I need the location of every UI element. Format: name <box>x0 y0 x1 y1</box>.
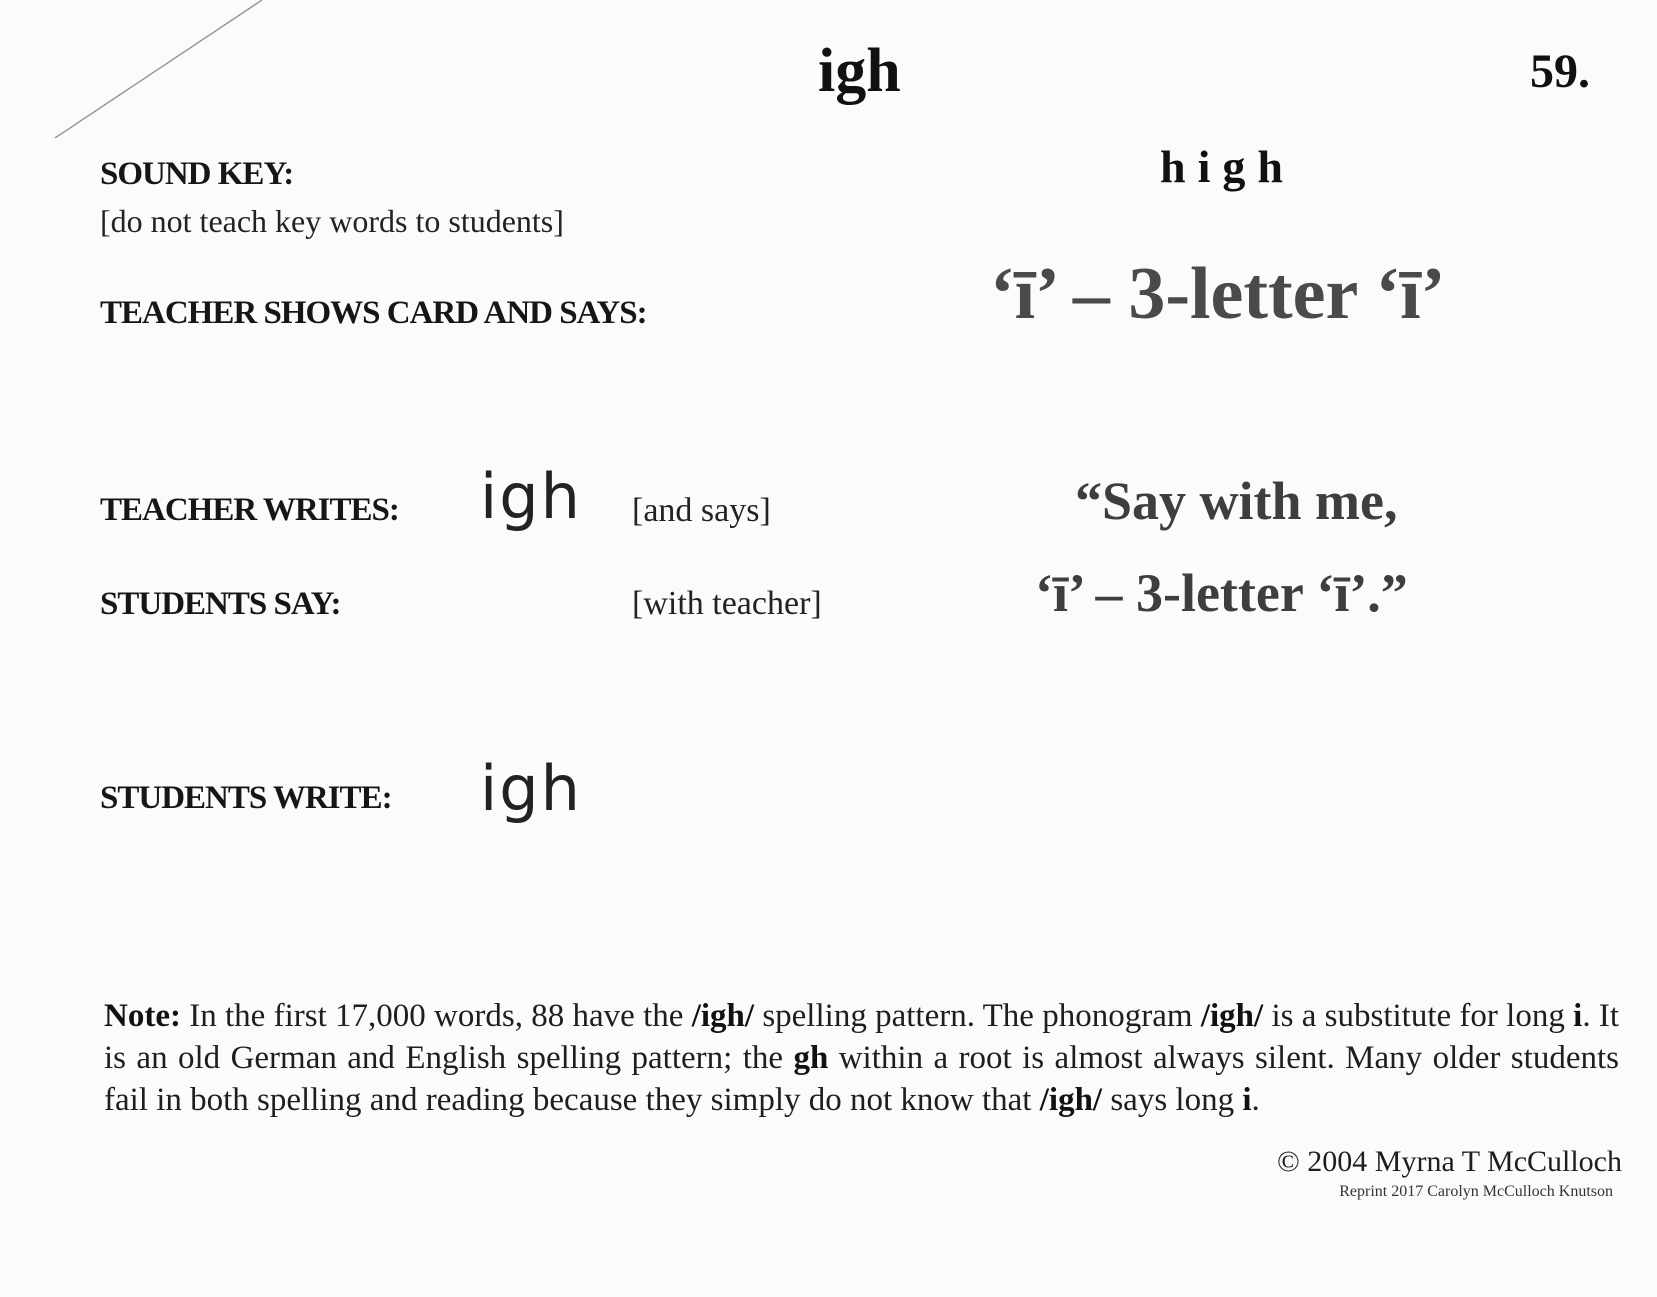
students-say-label: STUDENTS SAY: <box>100 586 341 622</box>
note-emphasis: /igh/ <box>1200 998 1264 1034</box>
note-emphasis: i <box>1242 1082 1252 1118</box>
note-emphasis: /igh/ <box>691 998 755 1034</box>
note-text: In the first 17,000 words, 88 have the <box>180 998 692 1034</box>
note-emphasis: /igh/ <box>1039 1082 1103 1118</box>
note-emphasis: gh <box>793 1040 829 1076</box>
note-text: within a root is almost always silent. Many older students fail in both spelling and reading because they simply do not know that <box>104 1040 1619 1118</box>
students-write-label: STUDENTS WRITE: <box>100 780 392 816</box>
teacher-shows-text: ‘ī’ – 3-letter ‘ī’ <box>990 253 1446 335</box>
say-with-me-line-1: “Say with me, <box>1075 471 1398 531</box>
note-text: is a substitute for long <box>1263 998 1574 1034</box>
teacher-writes-aside: [and says] <box>632 492 771 529</box>
teacher-shows-label: TEACHER SHOWS CARD AND SAYS: <box>100 295 647 331</box>
note-text: says long <box>1102 1082 1243 1118</box>
students-say-aside: [with teacher] <box>632 585 822 622</box>
reprint-line: Reprint 2017 Carolyn McCulloch Knutson <box>1339 1183 1613 1200</box>
note-emphasis: i <box>1573 998 1583 1034</box>
sound-key-word: high <box>1160 141 1295 192</box>
note-label: Note: <box>104 998 181 1034</box>
sound-key-label: SOUND KEY: <box>100 156 294 192</box>
teacher-writes-label: TEACHER WRITES: <box>100 492 399 528</box>
sound-key-note: [do not teach key words to students] <box>100 203 564 239</box>
note-text: spelling pattern. The phonogram <box>754 998 1201 1034</box>
corner-crease-line <box>0 0 300 160</box>
card-number: 59. <box>1530 45 1590 98</box>
teacher-writes-letters: igh <box>480 460 582 533</box>
note-paragraph <box>104 995 1619 1121</box>
note-text: . It is an old German and English spelling pattern; the <box>104 998 1619 1076</box>
note-text: . <box>1251 1082 1260 1118</box>
students-write-letters: igh <box>480 752 582 825</box>
card-phonogram-title: igh <box>818 37 901 105</box>
say-with-me-line-2: ‘ī’ – 3-letter ‘ī’.” <box>1035 563 1408 623</box>
copyright-line: © 2004 Myrna T McCulloch <box>1277 1145 1622 1178</box>
